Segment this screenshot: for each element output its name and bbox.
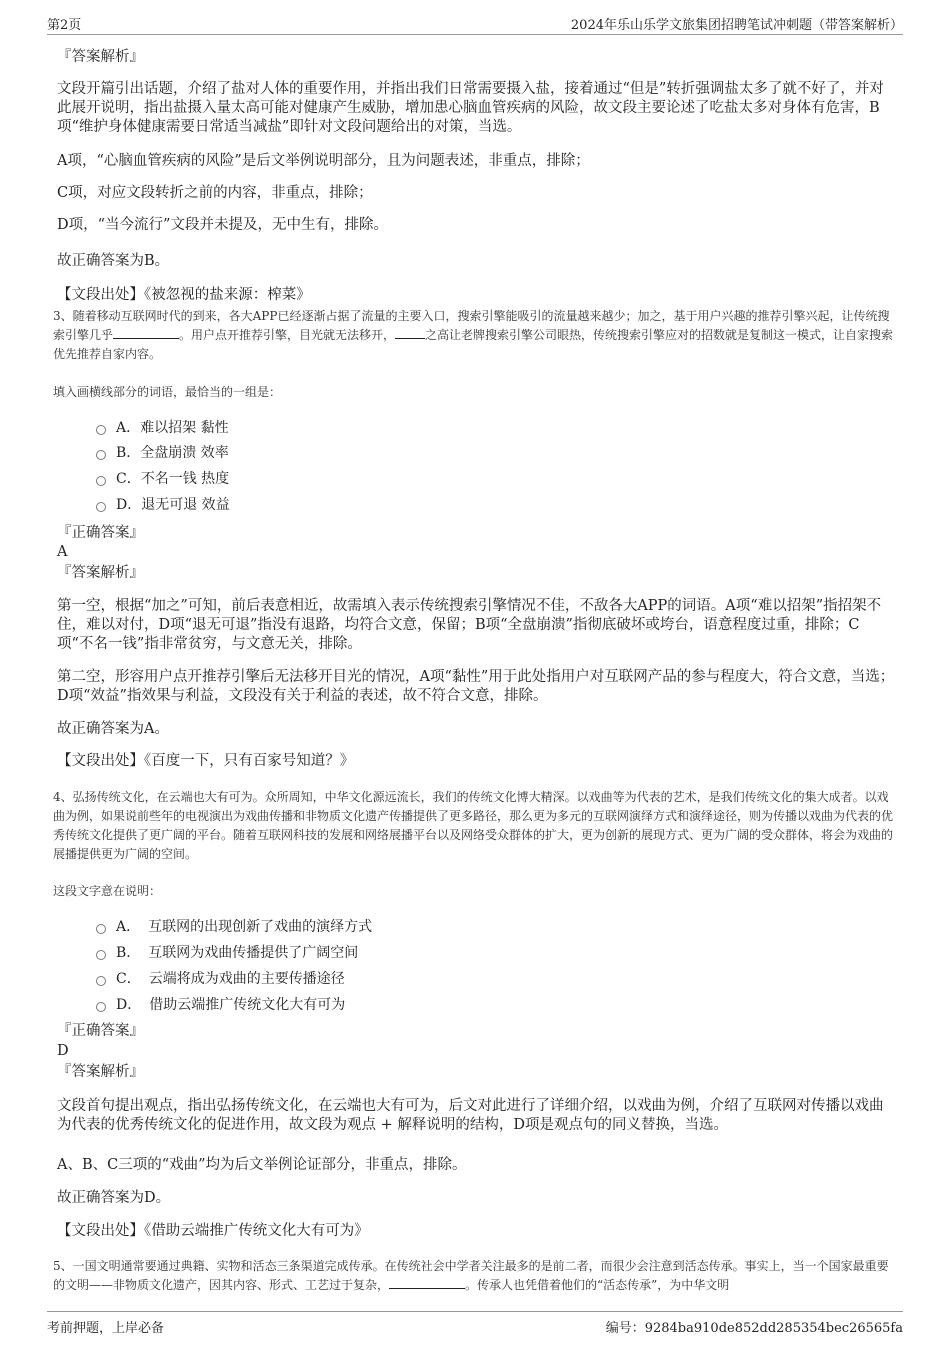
fill-blank xyxy=(113,326,179,339)
source-citation: 【文段出处】《百度一下，只有百家号知道？》 xyxy=(57,753,355,769)
fill-blank xyxy=(395,326,425,339)
analysis-paragraph: A项，“心脑血管疾病的风险”是后文举例说明部分，且为问题表述，非重点，排除； xyxy=(57,153,590,169)
option-c[interactable] xyxy=(96,970,345,988)
option-text: 全盘崩溃 效率 xyxy=(140,445,229,461)
source-citation: 【文段出处】《被忽视的盐来源：榨菜》 xyxy=(57,287,311,303)
fill-blank xyxy=(389,1276,465,1289)
question-prompt: 填入画横线部分的词语，最恰当的一组是： xyxy=(53,385,282,399)
document-serial: 编号：9284ba910de852dd285354bec26565fa xyxy=(605,1321,903,1336)
radio-icon[interactable] xyxy=(96,450,106,460)
page-header xyxy=(47,14,903,35)
analysis-conclusion: 故正确答案为A。 xyxy=(57,721,169,737)
radio-icon[interactable] xyxy=(96,950,106,960)
analysis-paragraph: A、B、C三项的“戏曲”均为后文举例论证部分，非重点，排除。 xyxy=(57,1157,467,1173)
option-text: 互联网的出现创新了戏曲的演绎方式 xyxy=(148,919,373,935)
option-a[interactable] xyxy=(96,419,229,437)
question-stem xyxy=(53,307,900,364)
question-stem-part: 。用户点开推荐引擎，目光就无法移开， xyxy=(179,328,396,342)
option-d[interactable] xyxy=(96,496,230,514)
option-text: 难以招架 黏性 xyxy=(140,420,229,436)
option-letter: D． xyxy=(116,997,142,1013)
radio-icon[interactable] xyxy=(96,502,106,512)
radio-icon[interactable] xyxy=(96,476,106,486)
option-letter: B． xyxy=(116,945,141,961)
analysis-paragraph: 第二空，形容用户点开推荐引擎后无法移开目光的情况，A项“黏性”用于此处指用户对互联网产品的参与程度大，符合文意，当选；D项“效益”指效果与利益，文段没有关于利益的表述，故不符合文意，排除。 xyxy=(57,669,895,704)
option-text: 不名一钱 热度 xyxy=(140,471,230,487)
option-letter: A． xyxy=(116,919,141,935)
radio-icon[interactable] xyxy=(96,425,106,435)
option-text: 借助云端推广传统文化大有可为 xyxy=(149,997,346,1013)
correct-answer: A xyxy=(57,544,68,560)
option-text: 退无可退 效益 xyxy=(141,497,230,513)
correct-answer-label: 『正确答案』 xyxy=(57,525,144,541)
question-stem-part: 之高让老牌搜索引擎公司眼热，传统搜索引擎应对的招数就是复制这一模式，让自家搜索优先推荐自家内容。 xyxy=(53,328,894,361)
radio-icon[interactable] xyxy=(96,976,106,986)
page-footer xyxy=(47,1311,903,1336)
radio-icon[interactable] xyxy=(96,1002,106,1012)
question-stem xyxy=(53,1257,900,1295)
radio-icon[interactable] xyxy=(96,924,106,934)
analysis-paragraph: 文段开篇引出话题，介绍了盐对人体的重要作用，并指出我们日常需要摄入盐，接着通过“但是”转折强调盐太多了就不好了，并对此展开说明，指出盐摄入量太高可能对健康产生威胁，增加患心脑血管疾病的风险，故文段主要论述了吃盐太多对身体有危害，B项“维护身体健康需要日常适当减盐”即针对文段问题给出的对策，当选。 xyxy=(57,81,884,135)
option-letter: D． xyxy=(116,497,142,513)
analysis-paragraph: 文段首句提出观点，指出弘扬传统文化，在云端也大有可为，后文对此进行了详细介绍，以戏曲为例，介绍了互联网对传播以戏曲为代表的优秀传统文化的促进作用，故文段为观点 + 解释说明的结构，D项是观点句的同义替换，当选。 xyxy=(57,1098,884,1133)
footer-slogan: 考前押题，上岸必备 xyxy=(47,1321,165,1336)
option-text: 互联网为戏曲传播提供了广阔空间 xyxy=(148,945,359,961)
analysis-paragraph: C项，对应文段转折之前的内容，非重点，排除； xyxy=(57,185,373,201)
option-text: 云端将成为戏曲的主要传播途径 xyxy=(148,971,345,987)
analysis-paragraph: 第一空，根据“加之”可知，前后表意相近，故需填入表示传统搜索引擎情况不佳，不敌各大APP的词语。A项“难以招架”指招架不住，难以对付，D项“退无可退”指没有退路，均符合文意，保留；B项“全盘崩溃”指彻底破坏或垮台，语意程度过重，排除；C项“不名一钱”指非常贫穷，与文意无关，排除。 xyxy=(57,598,882,652)
question-prompt: 这段文字意在说明： xyxy=(53,884,162,898)
option-d[interactable] xyxy=(96,996,345,1014)
option-letter: C． xyxy=(116,471,141,487)
option-letter: B． xyxy=(116,445,141,461)
analysis-conclusion: 故正确答案为B。 xyxy=(57,253,170,269)
analysis-label: 『答案解析』 xyxy=(57,49,144,65)
analysis-paragraph: D项，“当今流行”文段并未提及，无中生有，排除。 xyxy=(57,217,388,233)
correct-answer-label: 『正确答案』 xyxy=(57,1023,144,1039)
question-stem-part: 5、一国文明通常要通过典籍、实物和活态三条渠道完成传承。在传统社会中学者关注最多的是前二者，而很少会注意到活态传承。事实上，当一个国家最重要的文明——非物质文化遗产，因其内容、形式、工艺过于复杂， xyxy=(53,1259,889,1292)
analysis-label: 『答案解析』 xyxy=(57,1064,144,1080)
option-b[interactable] xyxy=(96,944,358,962)
question-stem: 4、弘扬传统文化，在云端也大有可为。众所周知，中华文化源远流长，我们的传统文化博大精深。以戏曲等为代表的艺术，是我们传统文化的集大成者。以戏曲为例，如果说前些年的电视演出为戏曲传播和非物质文化遗产传播提供了更多路径，那么更为多元的互联网演绎方式和演绎途径，则为传播以戏曲为代表的优秀传统文化提供了更广阔的平台。随着互联网科技的发展和网络展播平台以及网络受众群体的扩大，更为创新的展现方式、更为广阔的受众群体，将会为戏曲的展播提供更为广阔的空间。 xyxy=(53,790,894,861)
correct-answer: D xyxy=(57,1043,69,1059)
analysis-label: 『答案解析』 xyxy=(57,565,144,581)
option-c[interactable] xyxy=(96,470,229,488)
page-number: 第2页 xyxy=(47,18,82,33)
option-letter: A． xyxy=(116,420,141,436)
option-a[interactable] xyxy=(96,918,372,936)
option-b[interactable] xyxy=(96,444,229,462)
question-stem-part: 3、随着移动互联网时代的到来，各大APP已经逐渐占据了流量的主要入口，搜索引擎能吸引的流量越来越少；加之，基于用户兴趣的推荐引擎兴起，让传统搜索引擎几乎 xyxy=(53,309,890,342)
analysis-conclusion: 故正确答案为D。 xyxy=(57,1190,171,1206)
option-letter: C． xyxy=(116,971,141,987)
question-stem-part: 。传承人也凭借着他们的“活态传承”，为中华文明 xyxy=(465,1278,730,1292)
document-title: 2024年乐山乐学文旅集团招聘笔试冲刺题（带答案解析） xyxy=(570,18,903,33)
source-citation: 【文段出处】《借助云端推广传统文化大有可为》 xyxy=(57,1223,369,1239)
